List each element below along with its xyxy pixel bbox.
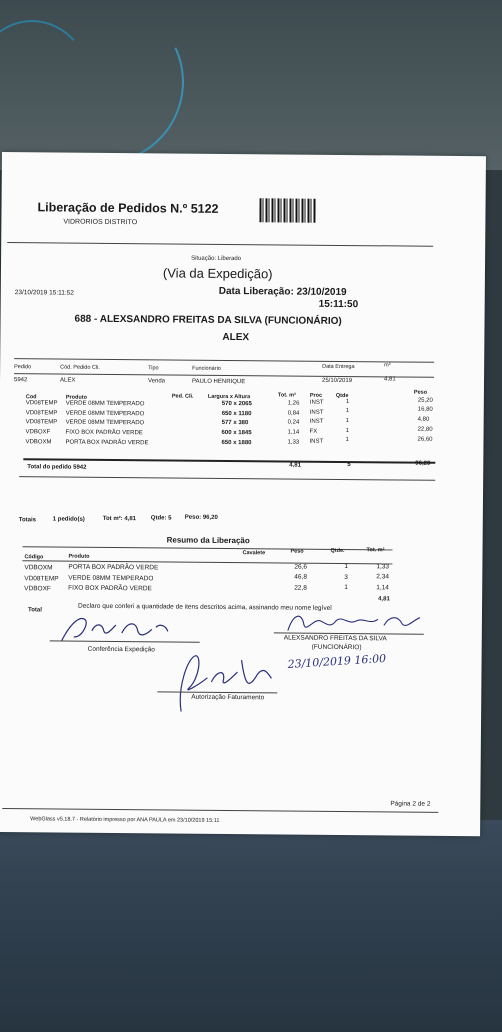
resumo-col-codigo: Código bbox=[24, 554, 44, 561]
item-peso: 16,80 bbox=[417, 407, 433, 414]
footer-page: Página 2 de 2 bbox=[390, 800, 431, 808]
item-peso: 25,20 bbox=[417, 397, 433, 404]
print-datetime: 23/10/2019 15:11:52 bbox=[14, 289, 74, 297]
divider bbox=[14, 358, 434, 363]
cliente-short: ALEX bbox=[222, 331, 250, 344]
resumo-m2: 2,34 bbox=[376, 573, 389, 581]
signature-autorizacao bbox=[167, 647, 278, 718]
item-proc: INST bbox=[309, 399, 324, 406]
resumo-col-cavalete: Cavalete bbox=[242, 550, 266, 557]
company-name: VIDRORIOS DISTRITO bbox=[63, 218, 138, 227]
item-proc: INST bbox=[309, 438, 324, 445]
item-cod: VD08TEMP bbox=[25, 400, 58, 407]
item-m2: 1,26 bbox=[287, 400, 300, 407]
pedido-total-m2: 4,81 bbox=[289, 462, 301, 469]
resumo-produto: PORTA BOX PADRÃO VERDE bbox=[68, 564, 159, 572]
col-funcionario: Funcionário bbox=[192, 365, 221, 372]
col-tipo: Tipo bbox=[148, 365, 159, 372]
item-cod: VDBOXM bbox=[25, 439, 52, 446]
cliente-signature-name: ALEXSANDRO FREITAS DA SILVA bbox=[283, 634, 387, 643]
resumo-total-m2: 4,81 bbox=[378, 596, 390, 603]
pedido-funcionario: PAULO HENRIQUE bbox=[191, 378, 246, 386]
item-produto: VERDE 08MM TEMPERADO bbox=[65, 419, 145, 427]
items-col-cod: Cod bbox=[25, 394, 37, 401]
item-m2: 1,14 bbox=[287, 429, 300, 436]
resumo-col-m2: Tot. m² bbox=[366, 547, 385, 554]
items-col-ped-cli: Ped. Cli. bbox=[171, 393, 194, 400]
item-medida: 577 x 380 bbox=[221, 420, 249, 427]
totais-m2: Tot m²: 4,81 bbox=[102, 515, 137, 523]
item-proc: INST bbox=[309, 409, 324, 416]
resumo-codigo: VDBOXF bbox=[24, 585, 51, 593]
divider bbox=[7, 242, 433, 247]
handwritten-date: 23/10/2019 16:00 bbox=[287, 651, 387, 671]
pedido-total-qtde: 5 bbox=[347, 462, 351, 469]
data-liberacao: Data Liberação: 23/10/2019 bbox=[218, 285, 347, 299]
via-label: (Via da Expedição) bbox=[162, 265, 273, 282]
resumo-peso: 22,8 bbox=[294, 584, 307, 592]
item-produto: PORTA BOX PADRÃO VERDE bbox=[65, 439, 149, 446]
items-col-produto: Produto bbox=[65, 394, 87, 401]
declaracao-text: Declaro que conferi a quantidade de itens descritos acima, assinando meu nome legível bbox=[78, 602, 332, 612]
item-m2: 0,24 bbox=[287, 419, 300, 426]
resumo-title: Resumo da Liberação bbox=[166, 535, 250, 546]
item-cod: VD08TEMP bbox=[25, 409, 58, 417]
conferencia-label: Conferência Expedição bbox=[87, 645, 155, 654]
col-data-entrega: Data Entrega bbox=[322, 363, 355, 371]
items-col-peso: Peso bbox=[413, 389, 428, 396]
totais-label: Totais bbox=[18, 517, 37, 524]
pedido-total-label: Total do pedido 5942 bbox=[27, 464, 87, 471]
items-col-qtde: Qtde bbox=[335, 392, 349, 400]
item-medida: 570 x 2065 bbox=[221, 400, 252, 408]
col-m2: m² bbox=[384, 362, 391, 369]
resumo-col-qtde: Qtde. bbox=[330, 547, 345, 555]
cliente-name: 688 - ALEXSANDRO FREITAS DA SILVA (FUNCIONÁRIO) bbox=[74, 313, 342, 327]
divider bbox=[14, 373, 434, 378]
resumo-col-produto: Produto bbox=[68, 553, 90, 560]
resumo-produto: VERDE 08MM TEMPERADO bbox=[68, 574, 154, 583]
item-medida: 650 x 1180 bbox=[221, 410, 252, 417]
pedido-data-entrega: 25/10/2019 bbox=[321, 377, 353, 385]
resumo-peso: 26,6 bbox=[294, 563, 308, 571]
resumo-qtde: 1 bbox=[344, 584, 348, 592]
item-proc: FX bbox=[309, 428, 318, 435]
item-peso: 26,60 bbox=[417, 436, 433, 443]
divider bbox=[2, 808, 438, 813]
resumo-m2: 1,33 bbox=[376, 563, 390, 571]
resumo-qtde: 3 bbox=[344, 573, 348, 581]
resumo-qtde: 1 bbox=[344, 563, 349, 571]
resumo-codigo: VD08TEMP bbox=[24, 574, 59, 583]
resumo-produto: FIXO BOX PADRÃO VERDE bbox=[68, 585, 152, 593]
barcode bbox=[259, 198, 315, 222]
item-peso: 4,80 bbox=[417, 416, 430, 423]
item-m2: 1,33 bbox=[287, 439, 300, 446]
items-col-medida: Largura x Altura bbox=[207, 393, 251, 401]
situacao: Situação: Liberado bbox=[191, 255, 242, 263]
pedido-total-peso: 96,20 bbox=[415, 460, 431, 467]
resumo-col-peso: Peso bbox=[290, 548, 304, 555]
pedido-m2: 4,81 bbox=[384, 376, 396, 383]
totais-pedidos: 1 pedido(s) bbox=[52, 516, 85, 523]
autorizacao-label: Autorização Faturamento bbox=[191, 693, 265, 702]
pedido-cod-cli: ALEX bbox=[59, 377, 76, 384]
resumo-codigo: VDBOXM bbox=[24, 564, 53, 572]
data-liberacao-time: 15:11:50 bbox=[318, 298, 359, 311]
totais-peso: Peso: 96,20 bbox=[184, 514, 218, 521]
totais-qtde: Qtde: 5 bbox=[150, 515, 172, 522]
items-col-proc: Proc bbox=[309, 392, 323, 399]
item-m2: 0,84 bbox=[287, 410, 300, 417]
divider bbox=[19, 476, 435, 481]
item-cod: VD08TEMP bbox=[25, 419, 58, 426]
items-col-m2: Tot. m² bbox=[277, 392, 296, 399]
item-peso: 22,80 bbox=[417, 426, 433, 433]
document-page bbox=[0, 152, 486, 836]
photo-background-bottom bbox=[0, 820, 502, 1032]
item-medida: 650 x 1880 bbox=[221, 439, 252, 446]
divider bbox=[23, 458, 435, 463]
item-medida: 600 x 1845 bbox=[221, 429, 252, 437]
item-produto: VERDE 08MM TEMPERADO bbox=[65, 410, 145, 417]
item-produto: FIXO BOX PADRÃO VERDE bbox=[65, 429, 143, 437]
item-qtde: 1 bbox=[345, 427, 349, 434]
resumo-m2: 1,14 bbox=[376, 584, 389, 592]
cliente-signature-role: (FUNCIONÁRIO) bbox=[311, 643, 362, 652]
item-qtde: 1 bbox=[345, 437, 349, 444]
item-cod: VDBOXF bbox=[25, 429, 51, 436]
col-pedido: Pedido bbox=[14, 364, 32, 371]
pedido-tipo: Venda bbox=[147, 378, 166, 385]
pedido-number: 5942 bbox=[13, 377, 28, 384]
resumo-total-label: Total bbox=[27, 607, 42, 614]
item-qtde: 1 bbox=[345, 398, 350, 405]
resumo-peso: 46,8 bbox=[294, 573, 307, 581]
item-qtde: 1 bbox=[345, 408, 350, 415]
document-title: Liberação de Pedidos N.º 5122 bbox=[37, 200, 219, 216]
item-produto: VERDE 08MM TEMPERADO bbox=[65, 400, 145, 408]
item-qtde: 1 bbox=[345, 418, 350, 425]
footer-software: WebGlass v5.18.7 - Relatório impresso por ANA PAULA em 23/10/2019 15:11 bbox=[30, 816, 220, 824]
item-proc: INST bbox=[309, 418, 324, 426]
col-cod-pedido: Cód. Pedido Cli. bbox=[60, 364, 100, 371]
